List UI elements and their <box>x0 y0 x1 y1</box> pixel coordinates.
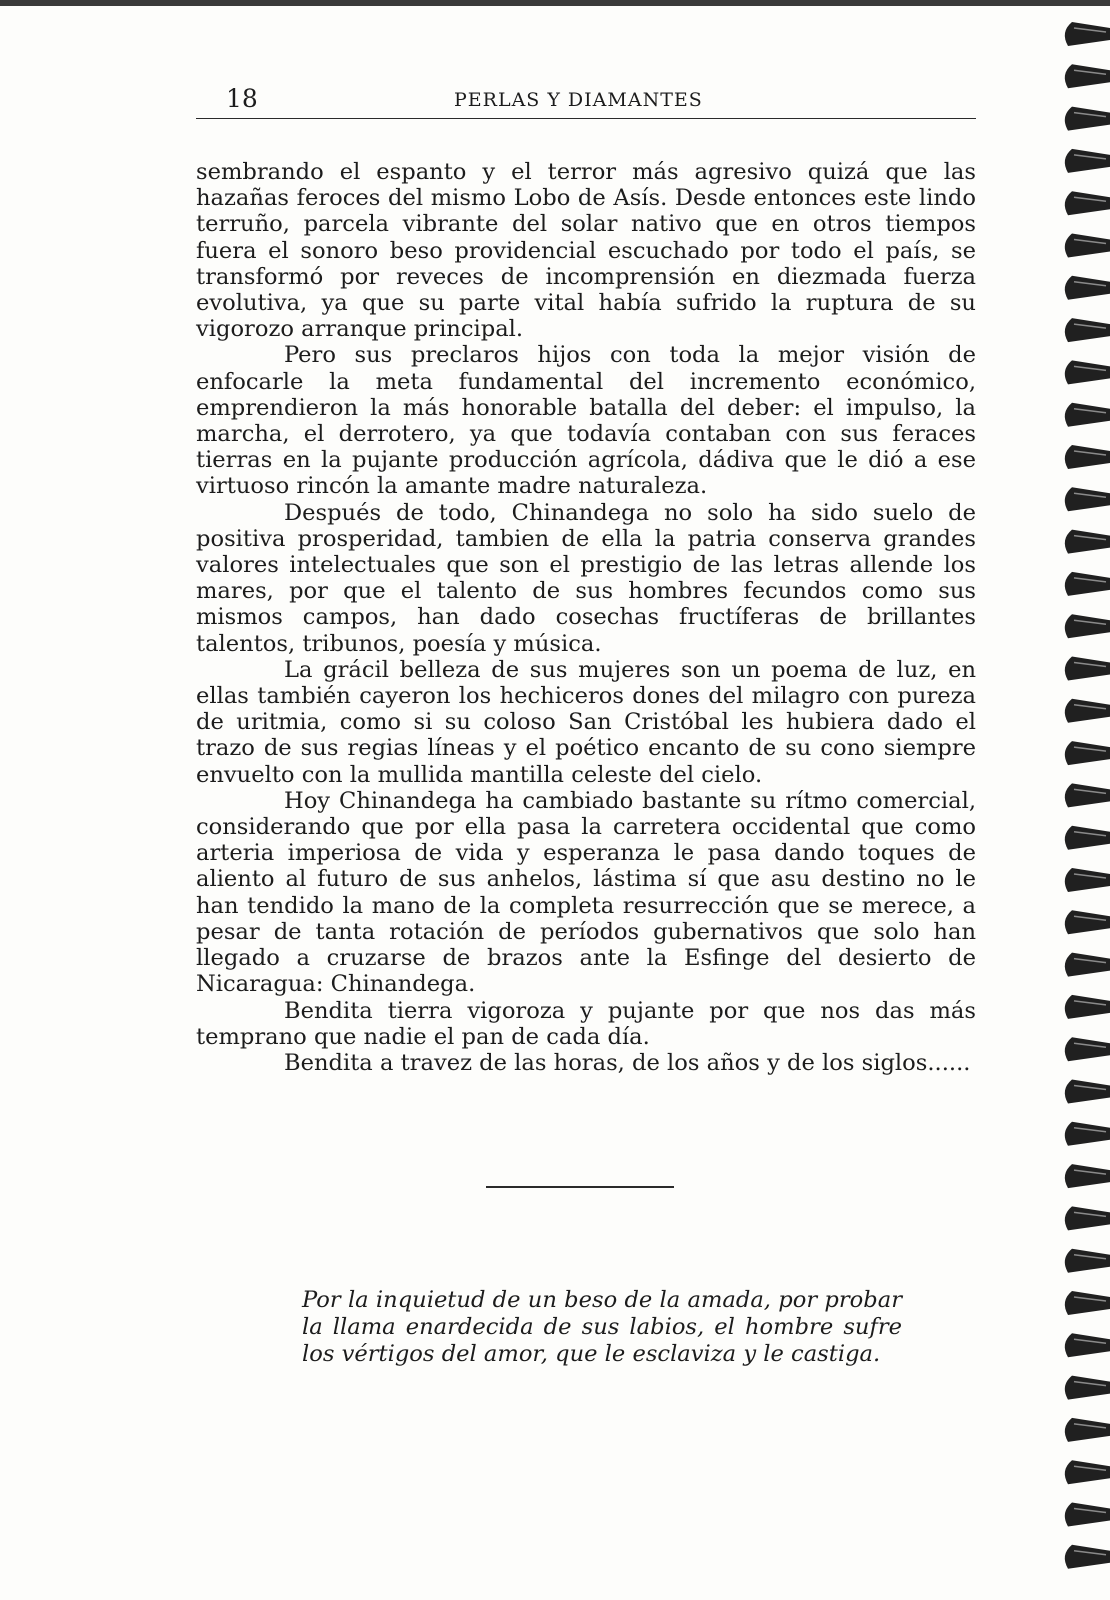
section-divider <box>486 1186 674 1188</box>
binding-coil <box>1065 1545 1110 1569</box>
binding-coil <box>1065 953 1110 977</box>
running-head <box>196 80 976 119</box>
paragraph-1: sembrando el espanto y el terror más agresivo quizá que las hazañas feroces del mismo Lobo de Asís. Desde entonces este lindo terruño, parcela vibrante del solar nativo que en otros tiempos fuera el sonoro beso providencial escuchado por todo el país, se transformó por reveces de incomprensión en diezmada fuerza evolutiva, ya que su parte vital había sufrido la ruptura de su vigorozo arranque principal. <box>196 159 976 343</box>
binding-coil <box>1065 1080 1110 1104</box>
binding-coil <box>1065 487 1110 511</box>
binding-coil <box>1065 1418 1110 1442</box>
binding-coil <box>1065 1249 1110 1273</box>
binding-coil <box>1065 1333 1110 1357</box>
binding-coil <box>1065 1460 1110 1484</box>
binding-coil <box>1065 318 1110 342</box>
paragraph-4: La grácil belleza de sus mujeres son un poema de luz, en ellas también cayeron los hechiceros dones del milagro con pureza de uritmia, como si su coloso San Cristóbal les hubiera dado el trazo de sus regias líneas y el poético encanto de su cono siempre envuelto con la mullida mantilla celeste del cielo. <box>196 656 976 788</box>
binding-coil <box>1065 995 1110 1019</box>
binding-coil <box>1065 191 1110 215</box>
binding-coil <box>1065 741 1110 765</box>
book-title: PERLAS Y DIAMANTES <box>454 89 703 111</box>
binding-coil <box>1065 614 1110 638</box>
book-page <box>196 80 976 1368</box>
spiral-binding <box>1038 16 1110 1600</box>
paragraph-7: Bendita a travez de las horas, de los años y de los siglos...... <box>284 1049 971 1076</box>
binding-coil <box>1065 22 1110 46</box>
binding-coil <box>1065 868 1110 892</box>
epigraph-quote: Por la inquietud de un beso de la amada, por probar la llama enardecida de sus labios, el hombre sufre los vértigos del amor, que le esclaviza y le castiga. <box>302 1286 902 1367</box>
binding-coil <box>1065 910 1110 934</box>
binding-coil <box>1065 783 1110 807</box>
binding-coil <box>1065 1164 1110 1188</box>
binding-coil <box>1065 64 1110 88</box>
binding-coil <box>1065 826 1110 850</box>
binding-coil <box>1065 276 1110 300</box>
binding-coil <box>1065 1037 1110 1061</box>
body-text <box>196 159 976 1076</box>
binding-coil <box>1065 699 1110 723</box>
binding-coil <box>1065 360 1110 384</box>
top-edge-shadow <box>0 0 1110 6</box>
binding-coil <box>1065 1376 1110 1400</box>
binding-coil <box>1065 149 1110 173</box>
binding-coil <box>1065 1503 1110 1527</box>
binding-coil <box>1065 1291 1110 1315</box>
binding-coil <box>1065 572 1110 596</box>
binding-coil <box>1065 530 1110 554</box>
page-number: 18 <box>226 84 258 113</box>
paragraph-3: Después de todo, Chinandega no solo ha sido suelo de positiva prosperidad, tambien de ella la patria conserva grandes valores intelectuales que son el prestigio de las letras allende los mares, por que el talento de sus hombres fecundos como sus mismos campos, han dado cosechas fructíferas de brillantes talentos, tribunos, poesía y música. <box>196 499 976 657</box>
binding-coil <box>1065 657 1110 681</box>
binding-coil <box>1065 445 1110 469</box>
paragraph-2: Pero sus preclaros hijos con toda la mejor visión de enfocarle la meta fundamental del incremento económico, emprendieron la más honorable batalla del deber: el impulso, la marcha, el derrotero, ya que todavía contaban con sus feraces tierras en la pujante producción agrícola, dádiva que le dió a ese virtuoso rincón la amante madre naturaleza. <box>196 342 976 500</box>
binding-coil <box>1065 403 1110 427</box>
paragraph-6: Bendita tierra vigoroza y pujante por que nos das más temprano que nadie el pan de cada día. <box>196 997 976 1050</box>
binding-coil <box>1065 234 1110 258</box>
binding-coil <box>1065 1206 1110 1230</box>
binding-coil <box>1065 1122 1110 1146</box>
binding-coil <box>1065 107 1110 131</box>
paragraph-5: Hoy Chinandega ha cambiado bastante su rítmo comercial, considerando que por ella pasa la carretera occidental que como arteria imperiosa de vida y esperanza le pasa dando toques de aliento al futuro de sus anhelos, lástima sí que asu destino no le han tendido la mano de la completa resurrección que se merece, a pesar de tanta rotación de períodos gubernativos que solo han llegado a cruzarse de brazos ante la Esfinge del desierto de Nicaragua: Chinandega. <box>196 787 976 998</box>
